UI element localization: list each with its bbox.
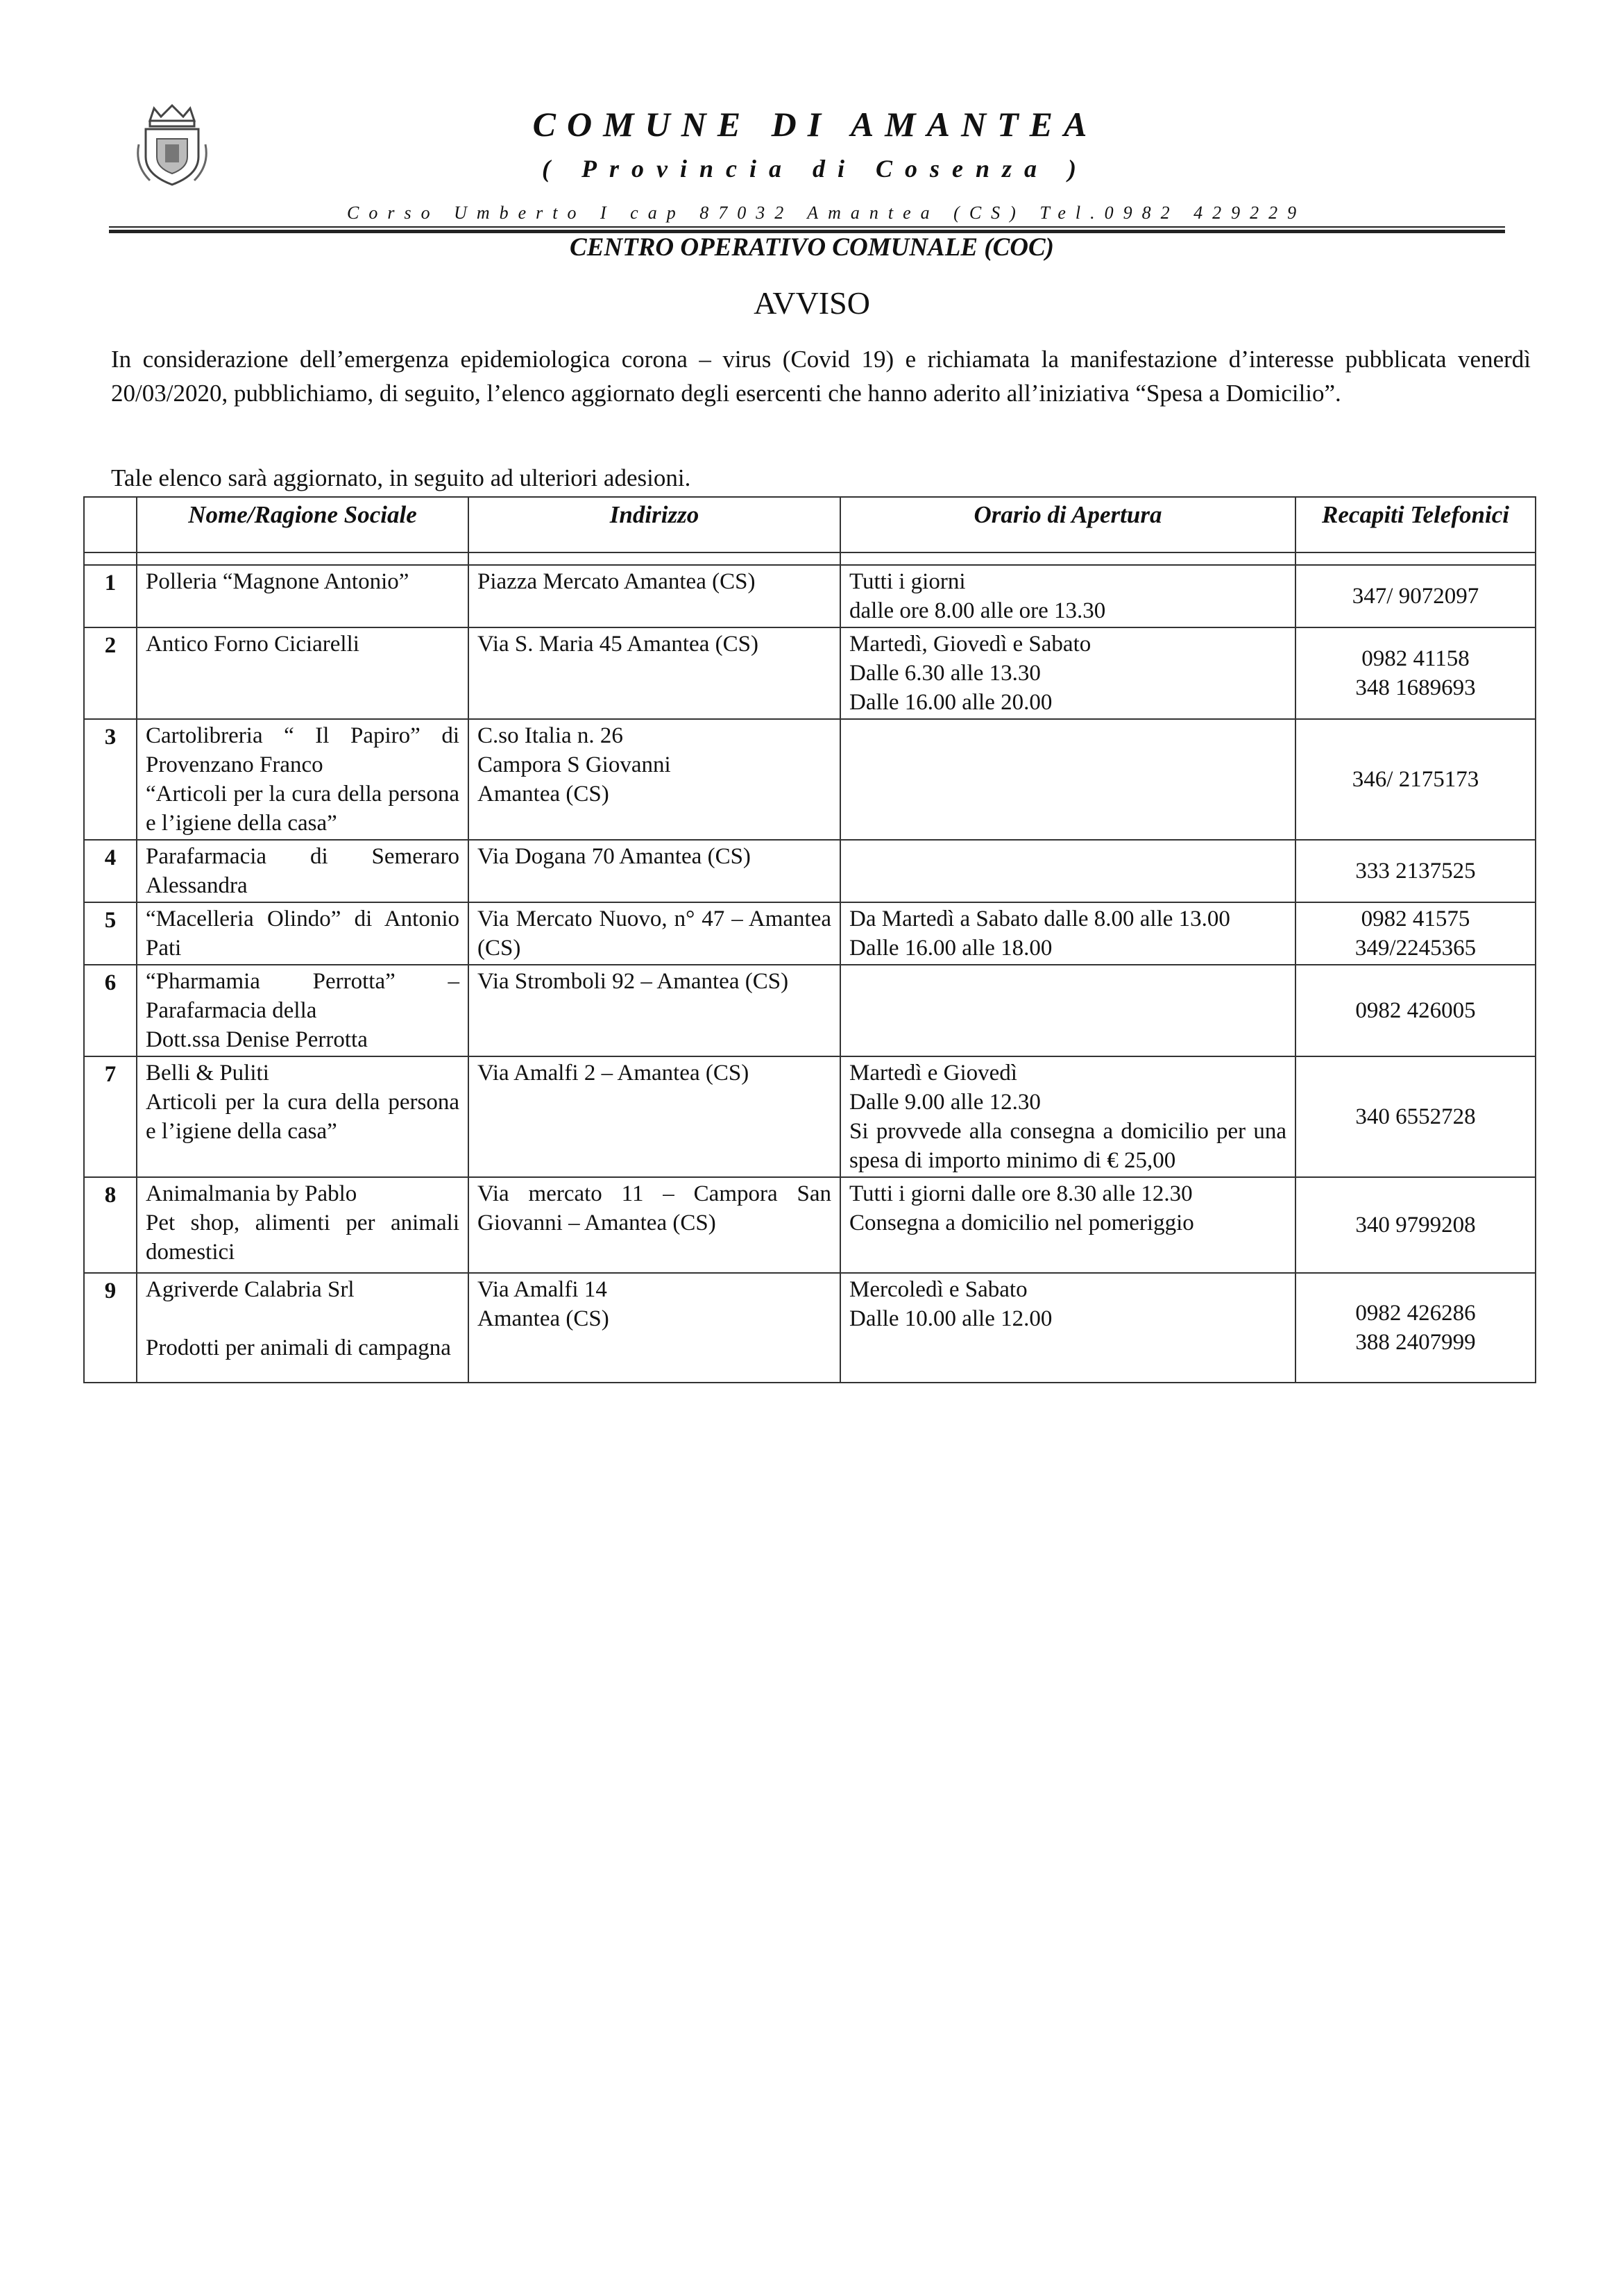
spacer-cell — [137, 552, 468, 565]
vendor-phones-line: 0982 426286 — [1355, 1301, 1476, 1326]
vendor-phones — [1295, 565, 1536, 627]
vendor-hours — [840, 1056, 1295, 1177]
vendor-name — [137, 1056, 468, 1177]
intro-paragraph: In considerazione dell’emergenza epidemiologica corona – virus (Covid 19) e richiamata la manifestazione d’interesse pubblicata venerdì 20/03/2020, pubblichiamo, di seguito, l’elenco aggiornato degli esercenti che hanno aderito all’iniziativa “Spesa a Domicilio”. — [111, 346, 1531, 407]
vendor-address-line: C.so Italia n. 26 — [477, 723, 623, 748]
vendor-name — [137, 965, 468, 1056]
row-number: 2 — [84, 627, 137, 719]
vendor-phones-line: 340 6552728 — [1355, 1104, 1476, 1129]
vendor-name-line: Polleria “Magnone Antonio” — [146, 569, 409, 594]
vendor-address-line: Via Mercato Nuovo, n° 47 – Amantea (CS) — [477, 906, 831, 961]
row-number: 7 — [84, 1056, 137, 1177]
vendor-address — [468, 1056, 840, 1177]
row-number: 8 — [84, 1177, 137, 1273]
vendor-name-line: Belli & Puliti — [146, 1061, 269, 1086]
spacer-cell — [468, 552, 840, 565]
table-spacer-row — [84, 552, 1536, 565]
row-number: 6 — [84, 965, 137, 1056]
town-name: COMUNE DI AMANTEA — [532, 105, 1098, 144]
vendor-name-line: Parafarmacia di Semeraro Alessandra — [146, 844, 459, 898]
vendor-name — [137, 627, 468, 719]
vendor-phones — [1295, 1056, 1536, 1177]
vendor-hours-line: Tutti i giorni — [849, 569, 966, 594]
vendor-address-line: Via Dogana 70 Amantea (CS) — [477, 844, 751, 869]
vendor-phones — [1295, 902, 1536, 965]
vendor-name-line: “Articoli per la cura della persona e l’igiene della casa” — [146, 782, 459, 836]
vendor-address-line: Via Amalfi 2 – Amantea (CS) — [477, 1061, 749, 1086]
vendor-phones-line: 349/2245365 — [1354, 936, 1477, 961]
vendor-name-line: “Macelleria Olindo” di Antonio Pati — [146, 906, 459, 961]
vendor-phones-line: 340 9799208 — [1355, 1213, 1476, 1238]
vendor-phones — [1295, 840, 1536, 902]
vendor-address — [468, 719, 840, 840]
vendor-name-line — [146, 1304, 459, 1333]
vendor-name-line: Articoli per la cura della persona e l’igiene della casa” — [146, 1090, 459, 1144]
spacer-cell — [840, 552, 1295, 565]
row-number: 9 — [84, 1273, 137, 1383]
vendor-address-line: Via S. Maria 45 Amantea (CS) — [477, 632, 758, 657]
vendor-name — [137, 1177, 468, 1273]
vendor-hours — [840, 965, 1295, 1056]
vendor-address-line: Piazza Mercato Amantea (CS) — [477, 569, 756, 594]
column-header-phones: Recapiti Telefonici — [1295, 497, 1536, 552]
vendor-address-line: Via Stromboli 92 – Amantea (CS) — [477, 969, 789, 994]
vendor-name-line: Pet shop, alimenti per animali domestici — [146, 1210, 459, 1265]
vendor-hours-line: Martedì e Giovedì — [849, 1061, 1017, 1086]
vendor-name — [137, 1273, 468, 1383]
notice-title: AVVISO — [754, 285, 870, 321]
vendor-hours-line: Consegna a domicilio nel pomeriggio — [849, 1210, 1194, 1235]
vendor-address-line: Via Amalfi 14 — [477, 1277, 607, 1302]
vendor-phones-line: 333 2137525 — [1355, 859, 1476, 884]
vendor-hours-line: Si provvede alla consegna a domicilio per una spesa di importo minimo di € 25,00 — [849, 1119, 1286, 1173]
vendor-hours — [840, 840, 1295, 902]
province-line: ( Provincia di Cosenza ) — [542, 155, 1089, 183]
vendor-phones — [1295, 627, 1536, 719]
office-title: CENTRO OPERATIVO COMUNALE (COC) — [570, 233, 1054, 262]
update-note: Tale elenco sarà aggiornato, in seguito ad ulteriori adesioni. — [111, 464, 691, 491]
vendors-table — [83, 496, 1536, 1383]
vendor-hours-line: Dalle 16.00 alle 20.00 — [849, 690, 1053, 715]
vendor-hours-line: Dalle 9.00 alle 12.30 — [849, 1090, 1041, 1115]
vendor-hours-line: Dalle 16.00 alle 18.00 — [849, 936, 1053, 961]
vendor-phones-line: 347/ 9072097 — [1352, 584, 1479, 609]
vendor-name — [137, 840, 468, 902]
table-row — [84, 1273, 1536, 1383]
row-number: 1 — [84, 565, 137, 627]
vendor-address — [468, 565, 840, 627]
vendor-name — [137, 565, 468, 627]
vendor-address-line: Amantea (CS) — [477, 1306, 609, 1331]
vendor-hours-line: Da Martedì a Sabato dalle 8.00 alle 13.00 — [849, 906, 1230, 931]
vendor-phones-line: 0982 426005 — [1355, 998, 1476, 1023]
table-row — [84, 840, 1536, 902]
vendor-phones — [1295, 1177, 1536, 1273]
vendor-address-line: Via mercato 11 – Campora San Giovanni – Amantea (CS) — [477, 1181, 831, 1235]
row-number: 4 — [84, 840, 137, 902]
column-header-name: Nome/Ragione Sociale — [137, 497, 468, 552]
vendor-phones-line: 0982 41158 — [1361, 646, 1470, 671]
table-row — [84, 565, 1536, 627]
vendor-name-line: Antico Forno Ciciarelli — [146, 632, 359, 657]
vendor-hours — [840, 902, 1295, 965]
vendor-phones — [1295, 1273, 1536, 1383]
vendor-hours-line: Martedì, Giovedì e Sabato — [849, 632, 1091, 657]
vendor-address-line: Amantea (CS) — [477, 782, 609, 807]
table-row — [84, 1056, 1536, 1177]
vendor-address — [468, 902, 840, 965]
vendor-name-line: Agriverde Calabria Srl — [146, 1277, 355, 1302]
vendor-name — [137, 719, 468, 840]
vendor-hours-line: Mercoledì e Sabato — [849, 1277, 1028, 1302]
vendor-phones-line: 346/ 2175173 — [1352, 767, 1479, 792]
vendor-hours-line: Dalle 6.30 alle 13.30 — [849, 661, 1041, 686]
spacer-cell — [1295, 552, 1536, 565]
spacer-cell — [84, 552, 137, 565]
vendor-hours-line: Tutti i giorni dalle ore 8.30 alle 12.30 — [849, 1181, 1193, 1206]
vendor-name-line: Prodotti per animali di campagna — [146, 1335, 451, 1360]
table-row — [84, 902, 1536, 965]
table-row — [84, 965, 1536, 1056]
vendor-name — [137, 902, 468, 965]
header-rule — [109, 226, 1505, 228]
vendor-phones-line: 388 2407999 — [1355, 1330, 1476, 1355]
vendor-address — [468, 840, 840, 902]
vendor-hours — [840, 1177, 1295, 1273]
vendor-hours — [840, 565, 1295, 627]
column-header-address: Indirizzo — [468, 497, 840, 552]
vendor-address — [468, 1177, 840, 1273]
vendor-address — [468, 965, 840, 1056]
table-header-row — [84, 497, 1536, 552]
vendor-phones-line: 0982 41575 — [1361, 906, 1470, 931]
municipal-crest-icon — [129, 103, 215, 187]
vendor-phones-line: 348 1689693 — [1355, 675, 1476, 700]
vendor-hours-line: dalle ore 8.00 alle ore 13.30 — [849, 598, 1106, 623]
vendor-address — [468, 627, 840, 719]
vendor-name-line: Dott.ssa Denise Perrotta — [146, 1027, 368, 1052]
table-body — [84, 552, 1536, 1383]
vendor-hours — [840, 627, 1295, 719]
vendor-phones — [1295, 719, 1536, 840]
vendor-phones — [1295, 965, 1536, 1056]
column-header-number — [84, 497, 137, 552]
vendor-hours — [840, 719, 1295, 840]
vendor-hours — [840, 1273, 1295, 1383]
table-row — [84, 719, 1536, 840]
row-number: 5 — [84, 902, 137, 965]
vendor-name-line: “Pharmamia Perrotta” – Parafarmacia della — [146, 969, 459, 1023]
vendor-name-line: Cartolibreria “ Il Papiro” di Provenzano Franco — [146, 723, 459, 777]
vendor-address-line: Campora S Giovanni — [477, 752, 671, 777]
address-line: Corso Umberto I cap 87032 Amantea (CS) Tel.0982 429229 — [347, 203, 1307, 223]
column-header-hours: Orario di Apertura — [840, 497, 1295, 552]
vendor-hours-line: Dalle 10.00 alle 12.00 — [849, 1306, 1053, 1331]
vendor-address — [468, 1273, 840, 1383]
table-row — [84, 627, 1536, 719]
table-row — [84, 1177, 1536, 1273]
row-number: 3 — [84, 719, 137, 840]
vendor-name-line: Animalmania by Pablo — [146, 1181, 357, 1206]
